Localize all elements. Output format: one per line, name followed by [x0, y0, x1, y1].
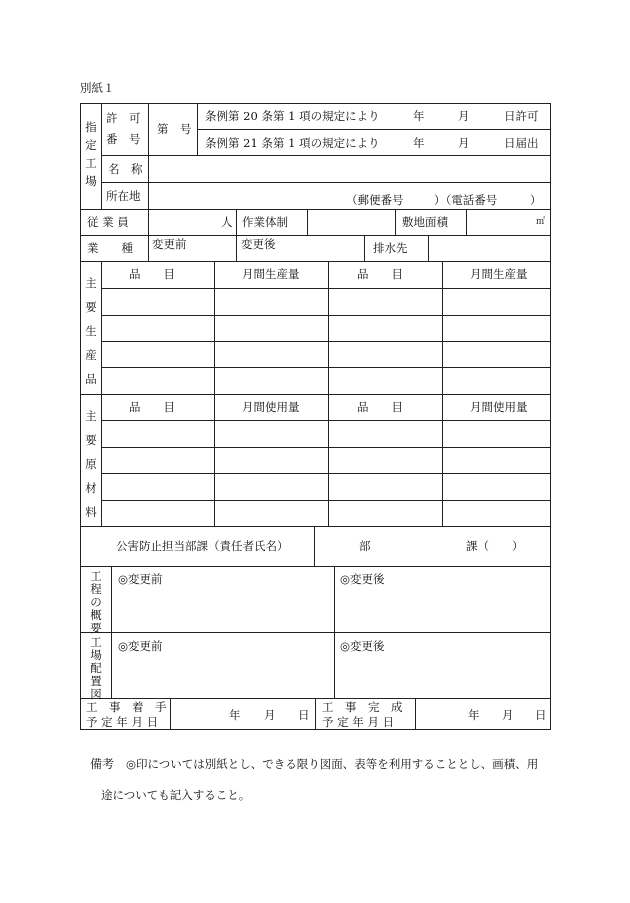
materials-qty-header-2: 月間使用量	[470, 400, 528, 414]
document-label: 別紙１	[80, 81, 115, 95]
name-label: 名 称	[108, 162, 143, 176]
industry-before-label: 変更前	[152, 237, 187, 251]
products-item-header-1: 品 目	[129, 267, 175, 281]
main-products-label: 主要生産品	[85, 276, 97, 386]
drainage-label: 排水先	[373, 241, 408, 255]
start-year: 年	[229, 708, 241, 722]
designated-factory-label: 指定工場	[85, 120, 97, 188]
close-paren: ）	[530, 193, 542, 207]
site-area-label: 敷地面積	[402, 215, 448, 229]
permit-label-line1: 許 可	[106, 111, 141, 125]
work-system-label: 作業体制	[242, 215, 288, 229]
construction-start-line1: 工 事 着 手	[86, 700, 167, 714]
notify-row-text: 条例第 21 条第 1 項の規定により	[205, 136, 380, 150]
end-month: 月	[502, 708, 514, 722]
industry-label: 業 種	[87, 241, 133, 255]
construction-end-line1: 工 事 完 成	[322, 700, 403, 714]
notify-row-suffix: 日届出	[504, 136, 539, 150]
pollution-dept-label: 公害防止担当部課（責任者氏名）	[116, 539, 289, 553]
start-month: 月	[264, 708, 276, 722]
layout-before: ◎変更前	[118, 639, 163, 653]
materials-qty-header-1: 月間使用量	[242, 400, 300, 414]
industry-after-label: 変更後	[241, 237, 276, 251]
employees-label: 従 業 員	[87, 215, 129, 229]
persons-unit: 人	[221, 215, 233, 229]
process-before: ◎変更前	[118, 572, 163, 586]
process-overview-label: 工程の概要	[90, 569, 102, 635]
pollution-section-unit: 課（ ）	[466, 539, 524, 553]
materials-item-header-1: 品 目	[129, 400, 175, 414]
factory-layout-label: 工場配置図	[90, 635, 102, 701]
pollution-dept-unit: 部	[359, 539, 371, 553]
products-qty-header-2: 月間生産量	[470, 267, 528, 281]
permit-row-year: 年	[413, 109, 425, 123]
permit-row-suffix: 日許可	[504, 109, 539, 123]
main-materials-label: 主要原材料	[85, 409, 97, 519]
notify-row-year: 年	[413, 136, 425, 150]
start-day: 日	[298, 708, 310, 722]
permit-label-line2: 番 号	[106, 132, 141, 146]
phone-label: ）（電話番号	[434, 193, 498, 207]
address-label: 所在地	[106, 189, 141, 203]
end-day: 日	[535, 708, 547, 722]
layout-after: ◎変更後	[340, 639, 385, 653]
process-after: ◎変更後	[340, 572, 385, 586]
products-qty-header-1: 月間生産量	[242, 267, 300, 281]
area-unit: ㎡	[536, 217, 546, 227]
permit-row-month: 月	[458, 109, 470, 123]
end-year: 年	[468, 708, 480, 722]
products-item-header-2: 品 目	[357, 267, 403, 281]
permit-row-text: 条例第 20 条第 1 項の規定により	[205, 109, 380, 123]
construction-start-line2: 予 定 年 月 日	[86, 715, 159, 729]
remarks-label: 備考	[90, 757, 115, 771]
remarks-line2: 途についても記入すること。	[101, 788, 251, 802]
remarks-line1: ◎印については別紙とし、できる限り図面、表等を利用することとし、画積、用	[126, 757, 539, 771]
number-label: 第 号	[157, 122, 192, 136]
materials-item-header-2: 品 目	[357, 400, 403, 414]
notify-row-month: 月	[458, 136, 470, 150]
construction-end-line2: 予 定 年 月 日	[322, 715, 395, 729]
postal-label: （郵便番号	[346, 193, 404, 207]
